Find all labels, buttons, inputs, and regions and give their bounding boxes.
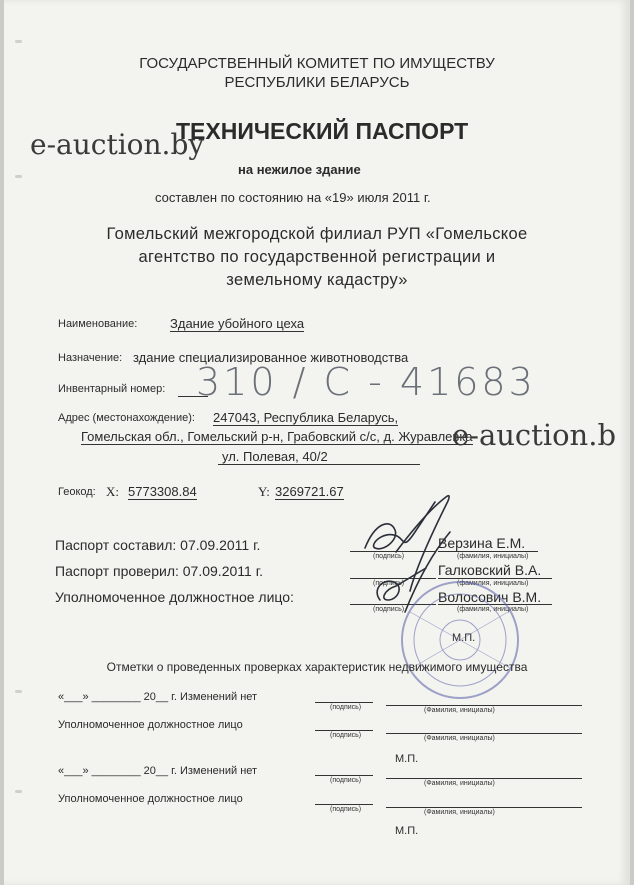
- document-title: ТЕХНИЧЕСКИЙ ПАСПОРТ: [176, 118, 469, 144]
- inventory-label: Инвентарный номер:: [58, 383, 166, 395]
- org-line-1: ГОСУДАРСТВЕННЫЙ КОМИТЕТ ПО ИМУЩЕСТВУ: [139, 55, 495, 72]
- agency-line-1: Гомельский межгородской филиал РУП «Гомельское: [106, 225, 528, 243]
- checked-name-caption: (фамилия, инициалы): [457, 580, 529, 587]
- compiled-name: Верзина Е.М.: [438, 535, 526, 551]
- official-name: Волосович В.М.: [438, 589, 542, 605]
- agency-line-2: агентство по государственной регистрации и: [138, 248, 496, 266]
- check1-name-line: [386, 705, 582, 706]
- check1-date-line: «___» ________ 20__ г. Изменений нет: [58, 691, 258, 703]
- address-line-2: Гомельская обл., Гомельский р-н, Грабовский с/с, д. Журавлевка: [81, 429, 473, 444]
- geocode-y-value: 3269721.67: [275, 484, 344, 499]
- purpose-value: здание специализированное животноводства: [133, 350, 409, 365]
- stamp-place-mp: М.П.: [452, 632, 476, 644]
- agency-line-3: земельному кадастру»: [226, 271, 408, 289]
- document-subtitle: на нежилое здание: [238, 162, 361, 177]
- official-name-caption: (фамилия, инициалы): [457, 606, 529, 613]
- address-line-1: 247043, Республика Беларусь,: [213, 410, 399, 425]
- name-value: Здание убойного цеха: [170, 316, 305, 331]
- purpose-label: Назначение:: [58, 352, 123, 364]
- geocode-label: Геокод:: [58, 486, 96, 498]
- check2-official-name-caption: (Фамилия, инициалы): [424, 809, 495, 816]
- watermark-right: e-auction.b: [452, 418, 617, 452]
- check2-name-line: [386, 778, 582, 779]
- check1-official-label: Уполномоченное должностное лицо: [58, 719, 243, 731]
- address-line-3: ул. Полевая, 40/2: [222, 449, 328, 464]
- check1-official-name-line: [386, 733, 582, 734]
- check2-mp: М.П.: [395, 825, 419, 837]
- check1-name-caption: (Фамилия, инициалы): [424, 707, 495, 714]
- official-label: Уполномоченное должностное лицо:: [55, 589, 294, 605]
- check2-official-sign-line: [315, 804, 373, 805]
- compiled-name-caption: (фамилия, инициалы): [457, 553, 529, 560]
- check1-mp: М.П.: [395, 753, 419, 765]
- date-line: составлен по состоянию на «19» июля 2011 г.: [155, 190, 431, 205]
- geocode-x-label: X:: [106, 484, 119, 499]
- check1-sign-caption: (подпись): [330, 704, 362, 711]
- check1-official-sign-line: [315, 730, 373, 731]
- check1-official-name-caption: (Фамилия, инициалы): [424, 735, 495, 742]
- check2-official-label: Уполномоченное должностное лицо: [58, 793, 243, 805]
- watermark-left: e-auction.by: [30, 128, 205, 161]
- check2-date-line: «___» ________ 20__ г. Изменений нет: [58, 765, 258, 777]
- compiled-label: Паспорт составил: 07.09.2011 г.: [55, 537, 261, 553]
- check2-official-sign-caption: (подпись): [330, 806, 362, 813]
- check2-name-caption: (Фамилия, инициалы): [424, 780, 495, 787]
- check2-sign-caption: (подпись): [330, 777, 362, 784]
- check2-sign-line: [315, 775, 373, 776]
- org-line-2: РЕСПУБЛИКИ БЕЛАРУСЬ: [224, 74, 410, 91]
- handwritten-signatures: [365, 496, 450, 612]
- check2-official-name-line: [386, 807, 582, 808]
- official-stamp: [402, 582, 518, 698]
- name-label: Наименование:: [58, 318, 138, 330]
- checked-sign-caption: (подпись): [373, 580, 405, 587]
- compiled-sign-caption: (подпись): [373, 553, 405, 560]
- checked-label: Паспорт проверил: 07.09.2011 г.: [55, 563, 263, 579]
- checked-name: Галковский В.А.: [438, 562, 542, 578]
- geocode-x-value: 5773308.84: [128, 484, 197, 499]
- inventory-handwritten: 310 / С - 41683: [196, 360, 536, 404]
- official-sign-caption: (подпись): [373, 606, 405, 613]
- geocode-y-label: Y:: [258, 484, 270, 499]
- checks-heading: Отметки о проведенных проверках характеристик недвижимого имущества: [106, 660, 528, 674]
- address-label: Адрес (местонахождение):: [58, 412, 195, 424]
- check1-sign-line: [315, 702, 373, 703]
- check1-official-sign-caption: (подпись): [330, 732, 362, 739]
